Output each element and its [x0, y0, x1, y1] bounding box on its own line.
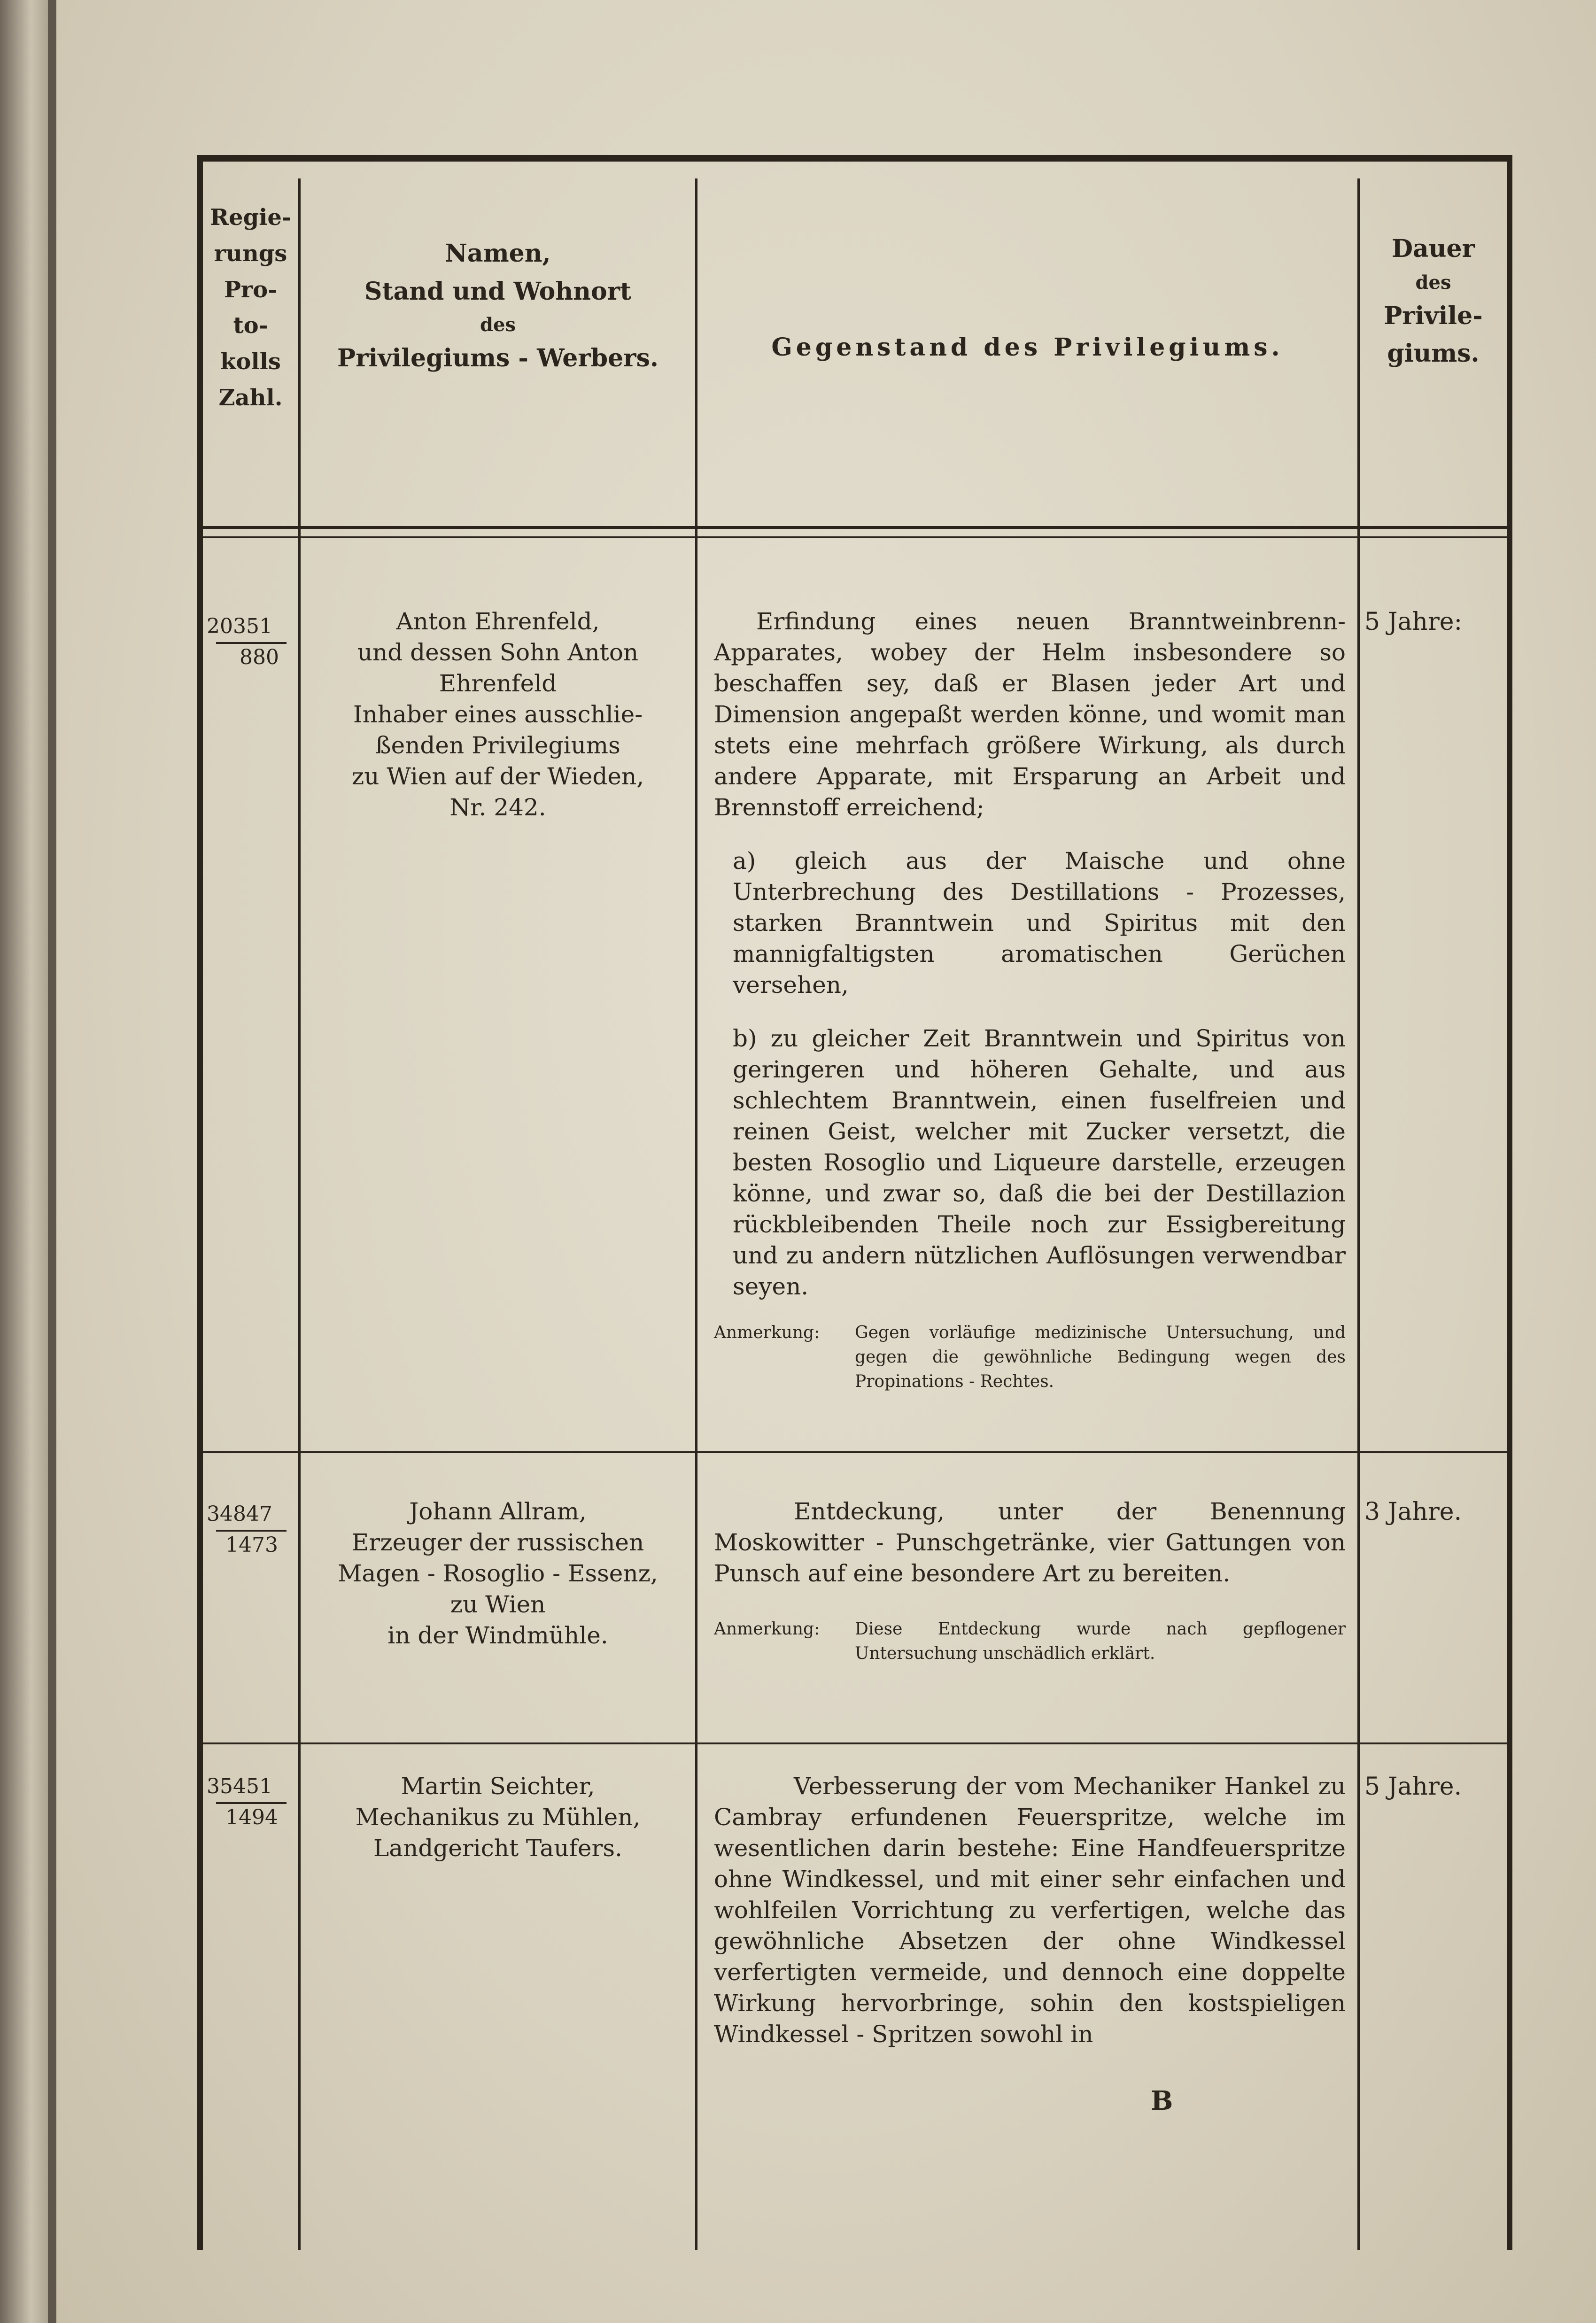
row3-protocol-number: 35451 1494 — [207, 1773, 296, 1831]
col-divider-2 — [695, 178, 697, 2250]
privilege-table — [197, 155, 1512, 2250]
facing-page-edge — [0, 0, 56, 2323]
header-col-subject: Gegenstand des Privilegiums. — [771, 333, 1284, 362]
frame-top — [197, 155, 1512, 162]
col-divider-3 — [1357, 178, 1360, 2250]
frame-right — [1507, 155, 1512, 2250]
row1-subject: Erfindung eines neuen Branntweinbrenn-Apparates, wobey der Helm insbesondere so beschaffen sey, daß er Blasen jeder Art und Dimension angepaßt werden könne, und womit man stets eine mehrfach größere Wirkung, als durch andere Apparate, mit Ersparung an Arbeit und Brennstoff erreichend; a) gleich aus der Maische und ohne Unterbrechung des Destillations - Prozesses, starken Branntwein und Spiritus mit den mannigfaltigsten aromatischen Gerüchen versehen, b) zu gleicher Zeit Branntwein und Spiritus von geringeren und höheren Gehalte, und aus schlechtem Branntwein, einen fuselfreien und reinen Geist, welcher mit Zucker versetzt, die besten Rosoglio und Liqueure darstelle, erzeugen könne, und zwar so, daß die bei der Destillazion rückbleibenden Theile noch zur Essigbereitung und zu andern nützlichen Auflösungen verwendbar seyen. Anmerkung: Gegen vorläufige medizinische Untersuchung, und gegen die gewöhnliche Bedingung wegen des Propinations - Rechtes. — [714, 606, 1346, 1394]
row1-protocol-number: 20351 880 — [207, 613, 296, 671]
header-rule-1 — [197, 526, 1512, 529]
row3-applicant: Martin Seichter, Mechanikus zu Mühlen, Landgericht Taufers. — [355, 1773, 641, 1862]
document-page — [56, 0, 1596, 2323]
row-rule-2 — [197, 1742, 1512, 1744]
header-col-name: Namen, Stand und Wohnort des Privilegiums - Werbers. — [337, 239, 659, 373]
row3-duration: 5 Jahre. — [1364, 1773, 1462, 1801]
header-col-duration: Dauer des Privile- giums. — [1384, 234, 1483, 368]
header-col-number: Regie- rungs Pro- to- kolls Zahl. — [210, 204, 291, 411]
row3-subject: Verbesserung der vom Mechaniker Hankel zu Cambray erfundenen Feuerspritze, welche im wesentlichen darin bestehe: Eine Handfeuerspritze ohne Windkessel, und mit einer sehr einfachen und wohlfeilen Vorrichtung zu verfertigen, welche das gewöhnliche Absetzen der ohne Windkessel verfertigten vermeide, und dennoch eine doppelte Wirkung hervorbringe, sohin den kostspieligen Windkessel - Spritzen sowohl in — [714, 1773, 1346, 2048]
frame-left — [197, 155, 203, 2250]
row1-duration: 5 Jahre: — [1364, 608, 1463, 636]
facing-page-gutter — [48, 0, 56, 2323]
row2-duration: 3 Jahre. — [1364, 1498, 1462, 1526]
header-rule-2 — [197, 536, 1512, 538]
row2-protocol-number: 34847 1473 — [207, 1501, 296, 1559]
row2-note: Anmerkung: Diese Entdeckung wurde nach gepflogener Untersuchung unschädlich erklärt. — [714, 1619, 1346, 1664]
row1-note: Anmerkung: Gegen vorläufige medizinische Untersuchung, und gegen die gewöhnliche Bedingung wegen des Propinations - Rechtes. — [714, 1323, 1346, 1392]
col-divider-1 — [298, 178, 301, 2250]
row2-applicant: Johann Allram, Erzeuger der russischen Magen - Rosoglio - Essenz, zu Wien in der Windmühle. — [338, 1498, 658, 1649]
signature-mark: B — [1151, 2085, 1173, 2116]
row2-subject: Entdeckung, unter der Benennung Moskowitter - Punschgetränke, vier Gattungen von Punsch auf eine besondere Art zu bereiten. Anmerkung: Diese Entdeckung wurde nach gepflogener Untersuchung unschädlich erklärt. — [714, 1496, 1346, 1666]
row-rule-1 — [197, 1451, 1512, 1453]
row1-applicant: Anton Ehrenfeld, und dessen Sohn Anton Ehrenfeld Inhaber eines ausschlie- ßenden Privilegiums zu Wien auf der Wieden, Nr. 242. — [351, 608, 644, 821]
